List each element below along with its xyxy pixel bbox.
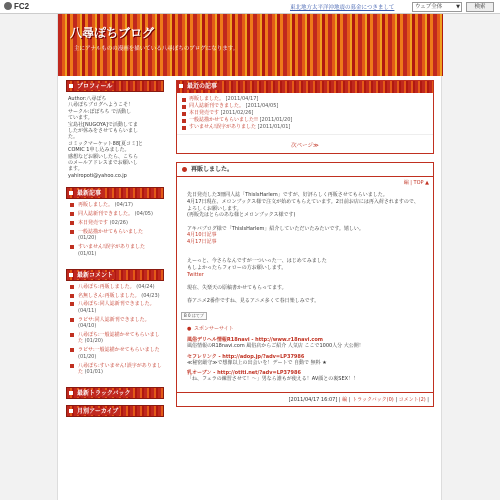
ad-item bbox=[187, 370, 423, 382]
latest-comment-item[interactable] bbox=[68, 347, 162, 360]
profile-line: COMIC 1申し込みました。 bbox=[68, 147, 130, 154]
sponsor-heading: ● スポンサーサイト bbox=[187, 326, 423, 333]
search-scope-value: ウェブ全体 bbox=[415, 4, 443, 10]
comment-link[interactable]: コメント(2) bbox=[398, 397, 426, 404]
latest-comment-item-title[interactable]: 八尋ぽち:同人誌新刊できました。 bbox=[78, 301, 155, 308]
latest-article-item-title[interactable]: すいません!誤字がありました bbox=[78, 244, 146, 251]
fc2-toolbar bbox=[0, 0, 500, 14]
recent-post-item-title[interactable]: すいません!誤字がありました bbox=[189, 124, 257, 130]
profile-line: た。 bbox=[68, 134, 79, 141]
latest-article-item-date: (02/26) bbox=[108, 220, 128, 227]
ad-link[interactable]: 風俗デリヘル情報R18navi - http://www.r18navi.com bbox=[187, 337, 324, 344]
latest-comment-item-title[interactable]: 八尋ぽち:すいません!誤字がありました bbox=[78, 362, 162, 376]
recent-post-item-date: [2011/04/17] bbox=[224, 96, 259, 102]
latest-article-item-title[interactable]: 本日発売です bbox=[78, 220, 109, 227]
latest-comment-item-title[interactable]: 八尋ぽち:再販しました。 bbox=[78, 283, 135, 290]
article-link[interactable]: 4月10日記事 bbox=[187, 232, 217, 239]
latest-article-item-date: (01/20) bbox=[78, 235, 97, 242]
recent-post-item-title[interactable]: 同人誌新刊できました。 bbox=[189, 103, 245, 109]
recent-posts-block bbox=[176, 80, 434, 154]
profile-line: 宝島社[NUGOYA]で活動してま bbox=[68, 121, 138, 128]
recent-post-item-date: [2011/02/26] bbox=[219, 110, 254, 116]
entry-paragraph bbox=[187, 226, 423, 246]
latest-comment-item-date: (04/24) bbox=[134, 283, 155, 290]
bullet-icon bbox=[182, 167, 187, 172]
hatena-bookmark-button[interactable]: B 0 はてブ bbox=[181, 312, 207, 321]
profile-line: Author:八尋ぽち bbox=[68, 96, 107, 102]
latest-comment-item-title[interactable]: 名無しさん:再販しました。 bbox=[78, 292, 140, 299]
heading-square-icon bbox=[69, 191, 73, 195]
recent-post-item-date: [2011/04/05] bbox=[244, 103, 279, 109]
latest-comment-item-date: (04/11) bbox=[78, 307, 97, 314]
recent-post-item[interactable] bbox=[181, 96, 429, 103]
entry-line: 4月17日現在、メロンブックス様で注文が始めてもらえています。2日前お店には再入荷されますので、よろしくお願いします。 bbox=[187, 198, 419, 212]
entry-category[interactable]: 編 bbox=[342, 397, 348, 404]
latest-article-item-date: (01/01) bbox=[78, 250, 97, 257]
entry-nav[interactable]: 編 | TOP ▲ bbox=[403, 180, 429, 186]
entry-title bbox=[177, 163, 433, 177]
fc2-logo-text: FC2 bbox=[14, 2, 30, 11]
profile-line: コミックマーケット88[夏コミ]と bbox=[68, 140, 143, 147]
latest-article-item-title[interactable]: 再販しました。 bbox=[78, 202, 114, 209]
next-page-link[interactable]: 次ページ≫ bbox=[177, 134, 433, 153]
heading-square-icon bbox=[69, 391, 73, 395]
latest-articles-list bbox=[66, 199, 164, 262]
latest-comment-item-date: (04/10) bbox=[78, 323, 97, 330]
profile-heading: プロフィール bbox=[66, 80, 164, 92]
ad-description: 風俗情報のR18navi.com 風俗店からご紹介 人気店 ここで1000人分 大公開！ bbox=[187, 343, 364, 350]
article-link[interactable]: 4月17日記事 bbox=[187, 239, 217, 246]
latest-article-item[interactable] bbox=[68, 211, 162, 217]
latest-article-item[interactable] bbox=[68, 220, 162, 226]
blog-header bbox=[58, 14, 443, 76]
recent-posts-list bbox=[177, 93, 433, 134]
archive-heading: 月別アーカイブ bbox=[66, 405, 164, 417]
heading-square-icon bbox=[69, 84, 73, 88]
heading-square-icon bbox=[179, 84, 183, 88]
search-button[interactable]: 検索 bbox=[466, 2, 494, 12]
profile-line: ています。 bbox=[68, 115, 93, 122]
profile-line: のメールアドレスまでお願いし bbox=[68, 160, 138, 167]
profile-line: サークル:ぽぽちち で活動し bbox=[68, 108, 132, 115]
recent-post-item-title[interactable]: 再販しました。 bbox=[189, 96, 225, 102]
ad-description: 「ね、フェラの練習させて！～」男なら誰もが使える！AV顔との裏SEX！！ bbox=[187, 376, 359, 383]
latest-comment-item-title[interactable]: ラピサ:一般誌描かせてもらいました bbox=[78, 347, 160, 354]
profile-block bbox=[66, 80, 164, 181]
entry-body bbox=[177, 188, 433, 386]
latest-comment-item[interactable] bbox=[68, 332, 162, 345]
trackback-block bbox=[66, 387, 164, 399]
fc2-logo-icon bbox=[4, 2, 12, 10]
entry-line: もしよかったらフォローの方お願いします。 bbox=[187, 264, 287, 271]
latest-comment-item-date: (01/20) bbox=[83, 338, 103, 345]
entry-line: アキバブログ様で「ThisIsHarlem」紹介していただいたみたいです。嬉しい。 bbox=[187, 225, 364, 232]
recent-post-item[interactable] bbox=[181, 124, 429, 131]
profile-line: したが休みをさせてもらいまし bbox=[68, 128, 139, 135]
latest-comment-item[interactable] bbox=[68, 293, 162, 299]
latest-comment-item[interactable] bbox=[68, 363, 162, 376]
chevron-down-icon: ▼ bbox=[456, 4, 460, 10]
latest-article-item-date: (04/05) bbox=[133, 211, 153, 218]
recent-post-item[interactable] bbox=[181, 103, 429, 110]
latest-article-item-title[interactable]: 一般誌描かせてもらいました bbox=[78, 229, 144, 235]
fc2-logo[interactable] bbox=[4, 2, 29, 11]
entry-date: [2011/04/17 16:07] bbox=[288, 397, 338, 404]
entry bbox=[176, 162, 434, 407]
recent-post-item[interactable] bbox=[181, 117, 429, 124]
recent-post-item[interactable] bbox=[181, 110, 429, 117]
entry-paragraph: 現在、失楽天の原稿書かせてもらってます。 bbox=[187, 284, 287, 291]
blog-description: 主にアナルものの漫画を描いている八尋ぽちのブログになります。 bbox=[74, 46, 239, 52]
heading-square-icon bbox=[69, 273, 73, 277]
ad-item bbox=[187, 354, 423, 366]
latest-article-item[interactable] bbox=[68, 202, 162, 208]
latest-articles-block bbox=[66, 187, 164, 262]
profile-line: 感想などお願いしたら、こちら bbox=[68, 153, 139, 160]
latest-comment-item[interactable] bbox=[68, 301, 162, 314]
donation-link[interactable]: 東北地方太平洋沖地震の募金につきまして bbox=[290, 5, 395, 11]
ad-item bbox=[187, 337, 423, 349]
latest-comment-item-date: (01/01) bbox=[83, 369, 103, 376]
latest-article-item[interactable] bbox=[68, 229, 162, 242]
entry-footer: [2011/04/17 16:07] | 編 | トラックバック(0) | コメント(2) | bbox=[177, 392, 433, 406]
entry-paragraph bbox=[187, 258, 423, 278]
latest-comment-item-date: (04/23) bbox=[139, 292, 160, 299]
page-frame bbox=[57, 14, 442, 500]
recent-post-item-date: [2011/01/01] bbox=[256, 124, 291, 130]
trackback-heading: 最新トラックバック bbox=[66, 387, 164, 399]
entry-title-text[interactable]: 再販しました。 bbox=[191, 166, 234, 173]
profile-line: ます。 bbox=[68, 166, 83, 173]
profile-text bbox=[66, 92, 164, 181]
ad-description: ≪秘密厳守≫で想像以上の出会いを！デートで 自動で 無料 ★ bbox=[187, 359, 327, 366]
recent-post-item-title[interactable]: 一般誌描かせてもらいました!! bbox=[189, 117, 259, 123]
latest-article-item-title[interactable]: 同人誌新刊できました。 bbox=[78, 211, 134, 218]
latest-article-item[interactable] bbox=[68, 244, 162, 257]
latest-articles-heading: 最新記事 bbox=[66, 187, 164, 199]
main-content bbox=[176, 80, 434, 407]
ad-link[interactable]: 乳オーブン - http://otiti.net/?adv=LP37986 bbox=[187, 369, 301, 376]
latest-comments-block bbox=[66, 269, 164, 381]
profile-line: 八尋ぽちブログへようこそ！ bbox=[68, 102, 134, 109]
twitter-link[interactable]: Twitter bbox=[187, 271, 204, 278]
latest-comment-item-date: (01/20) bbox=[78, 353, 97, 360]
latest-comments-heading: 最新コメント bbox=[66, 269, 164, 281]
recent-post-item-date: [2011/01/20] bbox=[258, 117, 293, 123]
archive-block bbox=[66, 405, 164, 417]
latest-comments-list bbox=[66, 281, 164, 381]
heading-square-icon bbox=[69, 409, 73, 413]
entry-paragraph bbox=[187, 192, 423, 219]
profile-line: yahiropoti@yahoo.co.jp bbox=[68, 172, 127, 179]
entry-line: (再販先はとらのあな様とメロンブックス様です) bbox=[187, 212, 296, 219]
ad-link[interactable]: セフレリンク - http://adop.jp/?adv=LP37986 bbox=[187, 353, 305, 360]
entry-line: 先日発売した3冊同人誌「ThisIsHarlem」ですが、好評らしく再販させてもらいました。 bbox=[187, 192, 388, 198]
blog-title[interactable]: 八尋ぽちブログ bbox=[70, 26, 155, 40]
recent-post-item-title[interactable]: 本日発売です bbox=[189, 110, 220, 116]
latest-comment-item[interactable] bbox=[68, 284, 162, 290]
ad-list bbox=[187, 337, 423, 382]
latest-comment-item[interactable] bbox=[68, 317, 162, 330]
entry-line: えーっと、今さらなんですが一ついった一、はじめてみました bbox=[187, 258, 327, 265]
recent-posts-heading: 最近の記事 bbox=[177, 81, 433, 93]
latest-article-item-date: (04/17) bbox=[113, 202, 133, 209]
sidebar bbox=[66, 80, 164, 423]
latest-comment-item-title[interactable]: ラピサ:同人誌新刊できました。 bbox=[78, 316, 150, 323]
entry-paragraph: 春アニメ2番作ですね、見るアニメ多くて春日楽しみです。 bbox=[187, 298, 320, 305]
trackback-link[interactable]: トラックバック(0) bbox=[352, 397, 394, 404]
latest-comment-item-title[interactable]: 八尋ぽち:一般誌描かせてもらいました bbox=[78, 332, 160, 345]
search-scope-select[interactable] bbox=[412, 2, 462, 12]
